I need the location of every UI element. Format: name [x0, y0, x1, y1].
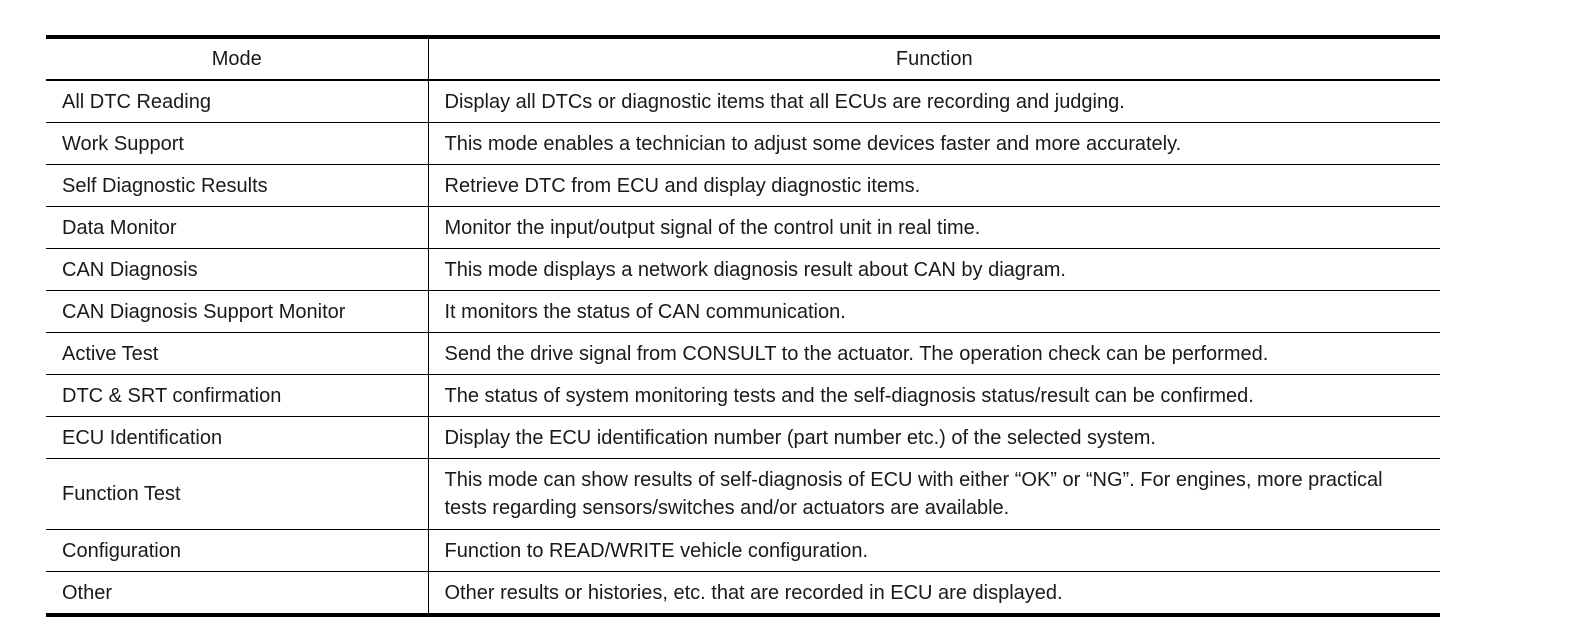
function-cell: Other results or histories, etc. that are recorded in ECU are displayed. — [428, 572, 1440, 616]
header-function: Function — [428, 37, 1440, 80]
mode-cell: Function Test — [62, 483, 181, 505]
table-row — [46, 291, 1440, 333]
table-row — [46, 207, 1440, 249]
table-row — [46, 80, 1440, 123]
mode-cell: All DTC Reading — [62, 90, 211, 113]
mode-cell: CAN Diagnosis — [62, 258, 198, 281]
function-cell: Function to READ/WRITE vehicle configuration. — [428, 530, 1440, 572]
function-cell: Display the ECU identification number (part number etc.) of the selected system. — [428, 417, 1440, 459]
table-row — [46, 165, 1440, 207]
function-cell: Monitor the input/output signal of the control unit in real time. — [428, 207, 1440, 249]
function-cell: This mode displays a network diagnosis result about CAN by diagram. — [428, 249, 1440, 291]
table-row — [46, 249, 1440, 291]
mode-cell: Configuration — [62, 539, 181, 562]
mode-cell: CAN Diagnosis Support Monitor — [62, 300, 346, 323]
mode-cell: ECU Identification — [62, 426, 223, 449]
mode-cell: Data Monitor — [62, 216, 177, 239]
table-row — [46, 572, 1440, 616]
mode-cell: Self Diagnostic Results — [62, 174, 268, 197]
mode-cell: Work Support — [62, 132, 184, 155]
function-cell: This mode can show results of self-diagnosis of ECU with either “OK” or “NG”. For engines, more practical tests regarding sensors/switches and/or actuators are available. — [428, 459, 1440, 530]
function-cell: It monitors the status of CAN communication. — [428, 291, 1440, 333]
table-row — [46, 375, 1440, 417]
mode-cell: Active Test — [62, 342, 159, 365]
function-cell: Display all DTCs or diagnostic items that all ECUs are recording and judging. — [428, 80, 1440, 123]
mode-function-table — [46, 35, 1440, 617]
table-row — [46, 417, 1440, 459]
table-row — [46, 333, 1440, 375]
mode-cell: DTC & SRT confirmation — [62, 384, 282, 407]
mode-cell: Other — [62, 581, 113, 604]
header-mode: Mode — [211, 47, 262, 70]
table-row — [46, 459, 1440, 530]
table-row — [46, 530, 1440, 572]
function-cell: The status of system monitoring tests and the self-diagnosis status/result can be confirmed. — [428, 375, 1440, 417]
table-row — [46, 123, 1440, 165]
mode-function-table-container — [46, 35, 1440, 617]
table-header-row — [46, 37, 1440, 80]
function-cell: This mode enables a technician to adjust some devices faster and more accurately. — [428, 123, 1440, 165]
function-cell: Send the drive signal from CONSULT to the actuator. The operation check can be performed. — [428, 333, 1440, 375]
function-cell: Retrieve DTC from ECU and display diagnostic items. — [428, 165, 1440, 207]
